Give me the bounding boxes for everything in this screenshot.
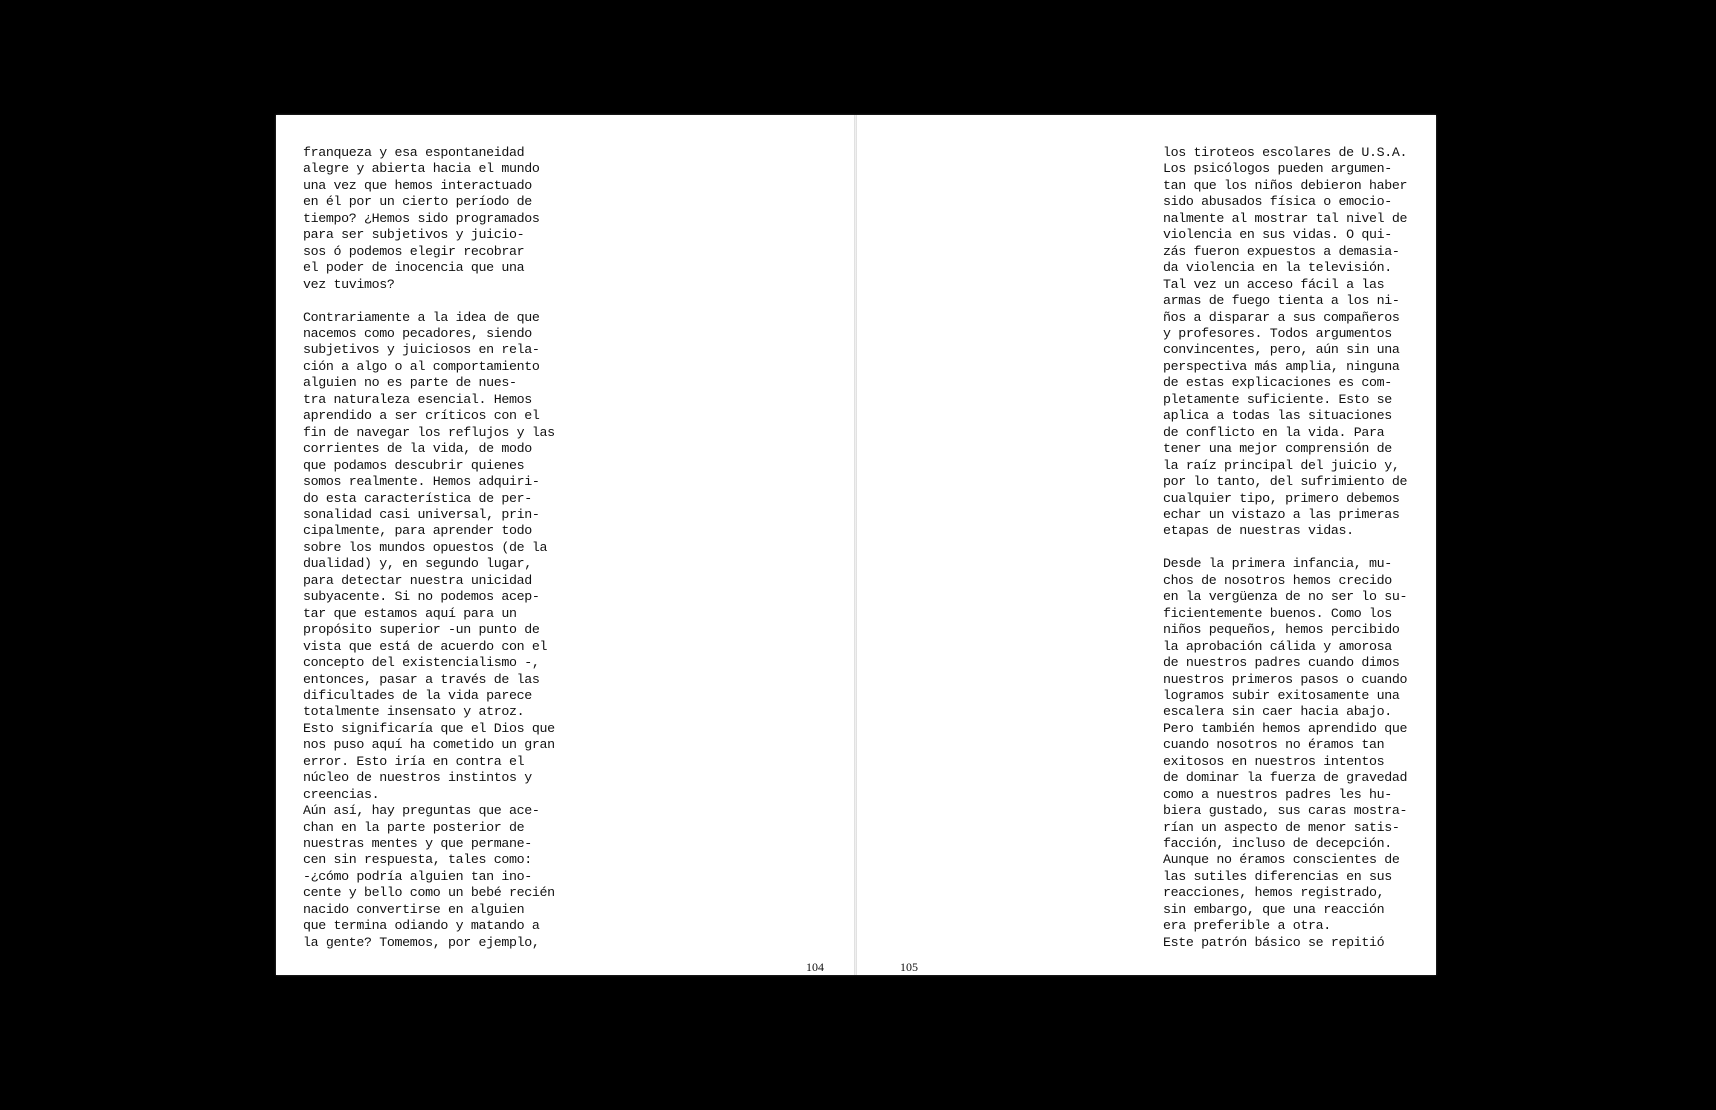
right-page-number: 105: [900, 960, 918, 974]
book-spread: [276, 115, 1436, 975]
left-page-number: 104: [806, 960, 824, 974]
left-page-body-text: franqueza y esa espontaneidad alegre y abierta hacia el mundo una vez que hemos interactuado en él por un cierto período de tiempo? ¿Hemos sido programados para ser subjetivos y juicio- sos ó podemos elegir recobrar el poder de inocencia que una vez tuvimos? Contrariamente a la idea de que nacemos como pecadores, siendo subjetivos y juiciosos en rela- ción a algo o al comportamiento alguien no es parte de nues- tra naturaleza esencial. Hemos aprendido a ser críticos con el fin de navegar los reflujos y las corrientes de la vida, de modo que podamos descubrir quienes somos realmente. Hemos adquiri- do esta característica de per- sonalidad casi universal, prin- cipalmente, para aprender todo sobre los mundos opuestos (de la dualidad) y, en segundo lugar, para detectar nuestra unicidad subyacente. Si no podemos acep- tar que estamos aquí para un propósito superior -un punto de vista que está de acuerdo con el concepto del existencialismo -, entonces, pasar a través de las dificultades de la vida parece totalmente insensato y atroz. Esto significaría que el Dios que nos puso aquí ha cometido un gran error. Esto iría en contra el núcleo de nuestros instintos y creencias. Aún así, hay preguntas que ace- chan en la parte posterior de nuestras mentes y que permane- cen sin respuesta, tales como: -¿cómo podría alguien tan ino- cente y bello como un bebé recién nacido convertirse en alguien que termina odiando y matando a la gente? Tomemos, por ejemplo,: [303, 145, 555, 950]
right-page-body-text: los tiroteos escolares de U.S.A. Los psicólogos pueden argumen- tan que los niños debieron haber sido abusados física o emocio- nalmente al mostrar tal nivel de violencia en sus vidas. O qui- zás fueron expuestos a demasia- da violencia en la televisión. Tal vez un acceso fácil a las armas de fuego tienta a los ni- ños a disparar a sus compañeros y profesores. Todos argumentos convincentes, pero, aún sin una perspectiva más amplia, ninguna de estas explicaciones es com- pletamente suficiente. Esto se aplica a todas las situaciones de conflicto en la vida. Para tener una mejor comprensión de la raíz principal del juicio y, por lo tanto, del sufrimiento de cualquier tipo, primero debemos echar un vistazo a las primeras etapas de nuestras vidas. Desde la primera infancia, mu- chos de nosotros hemos crecido en la vergüenza de no ser lo su- ficientemente buenos. Como los niños pequeños, hemos percibido la aprobación cálida y amorosa de nuestros padres cuando dimos nuestros primeros pasos o cuando logramos subir exitosamente una escalera sin caer hacia abajo. Pero también hemos aprendido que cuando nosotros no éramos tan exitosos en nuestros intentos de dominar la fuerza de gravedad como a nuestros padres les hu- biera gustado, sus caras mostra- rían un aspecto de menor satis- facción, incluso de decepción. Aunque no éramos conscientes de las sutiles diferencias en sus reacciones, hemos registrado, sin embargo, que una reacción era preferible a otra. Este patrón básico se repitió: [1163, 145, 1408, 950]
left-page: [276, 115, 855, 975]
right-page: [857, 115, 1436, 975]
